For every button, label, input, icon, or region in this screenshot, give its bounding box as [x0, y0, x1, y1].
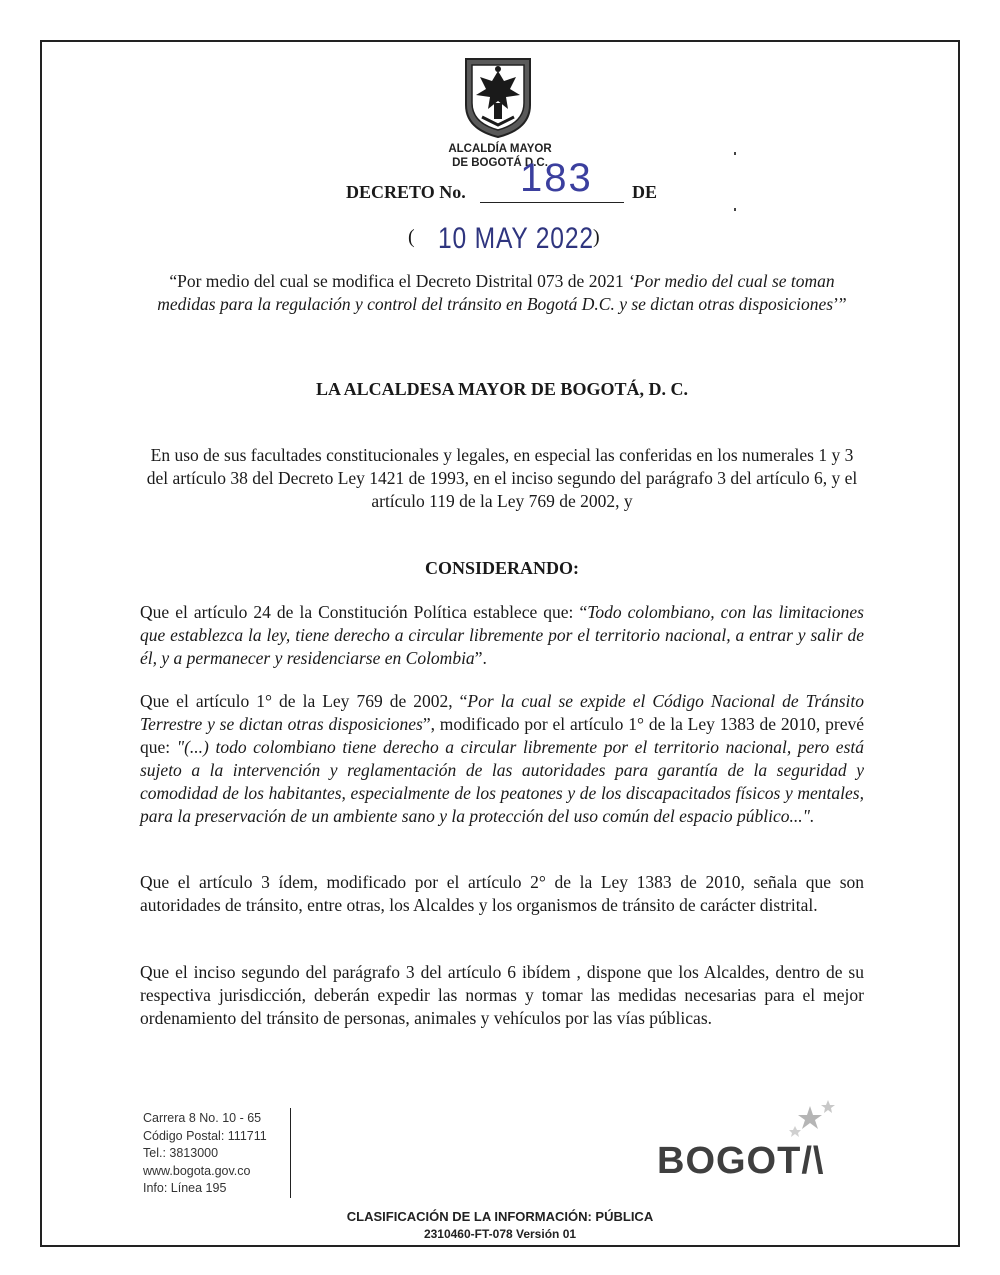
authority-heading: LA ALCALDESA MAYOR DE BOGOTÁ, D. C.	[316, 379, 688, 399]
paragraph-2-quote: "(...) todo colombiano tiene derecho a circular libremente por el territorio nacional, pero está sujeto a la intervención y reglamentación de las autoridades para garantía de la seguridad y comodidad de los habitantes, especialmente de los peatones y de los discapacitados físicos y mentales, para la preservación de un ambiente sano y la protección del uso común del espacio público...".	[140, 737, 864, 826]
decree-label: DECRETO No.	[346, 182, 466, 202]
considerando-paragraph-3: Que el artículo 3 ídem, modificado por el artículo 2° de la Ley 1383 de 2010, señala que son autoridades de tránsito, entre otras, los Alcaldes y los organismos de tránsito de carácter distrital.	[140, 872, 864, 915]
contact-info-line: Info: Línea 195	[143, 1181, 227, 1195]
date-paren-close: )	[593, 226, 600, 248]
entity-name-line2: DE BOGOTÁ D.C.	[452, 157, 548, 169]
decree-title	[140, 270, 864, 316]
paragraph-1-end: ”.	[474, 648, 487, 668]
contact-website: www.bogota.gov.co	[143, 1163, 251, 1178]
paragraph-1-quote: Todo colombiano, con las limitaciones que establezca la ley, tiene derecho a circular libremente por el territorio nacional, a entrar y salir de él, y a permanecer y residenciarse en Colombia	[140, 602, 864, 668]
decree-number-line	[480, 202, 624, 203]
scan-speck	[734, 152, 736, 155]
decree-title-lead: “Por medio del cual se modifica el Decreto Distrital 073 de 2021	[169, 271, 629, 291]
contact-phone: Tel.: 3813000	[143, 1146, 219, 1160]
coat-of-arms-icon	[462, 55, 534, 139]
decree-de-label: DE	[632, 182, 658, 202]
decree-number-stamp: 183	[520, 156, 593, 200]
scan-speck	[734, 208, 736, 211]
information-classification: CLASIFICACIÓN DE LA INFORMACIÓN: PÚBLICA	[346, 1209, 654, 1224]
contact-address: Carrera 8 No. 10 - 65	[143, 1111, 262, 1125]
decree-date-stamp: 10 MAY 2022	[438, 222, 594, 255]
paragraph-1-lead: Que el artículo 24 de la Constitución Política establece que: “	[140, 602, 588, 622]
considerando-paragraph-2	[140, 690, 864, 828]
considerando-heading: CONSIDERANDO:	[424, 558, 579, 578]
considerando-paragraph-4: Que el inciso segundo del parágrafo 3 del artículo 6 ibídem , dispone que los Alcaldes, dentro de su respectiva jurisdicción, deberán expedir las normas y tomar las medidas necesarias para el mejor ordenamiento del tránsito de personas, animales y vehículos por las vías públicas.	[140, 962, 864, 1028]
date-paren-open: (	[408, 226, 415, 248]
paragraph-2-law-title: Por la cual se expide el Código Nacional de Tránsito Terrestre y se dictan otras disposiciones	[140, 691, 864, 734]
paragraph-2-lead: Que el artículo 1° de la Ley 769 de 2002, “	[140, 691, 468, 711]
considerando-paragraph-1	[140, 601, 864, 670]
contact-postal-code: Código Postal: 111711	[143, 1128, 267, 1143]
entity-name-line1: ALCALDÍA MAYOR	[448, 143, 552, 155]
contact-info	[143, 1110, 267, 1198]
decree-title-close: ’”	[833, 294, 847, 314]
bogota-logo: BOGOT/\	[657, 1140, 825, 1182]
decree-title-italic: ‘Por medio del cual se toman medidas para la regulación y control del tránsito en Bogotá D.C. y se dictan otras disposiciones	[157, 271, 835, 314]
powers-paragraph: En uso de sus facultades constitucionales y legales, en especial las conferidas en los numerales 1 y 3 del artículo 38 del Decreto Ley 1421 de 1993, en el inciso segundo del parágrafo 3 del artículo 6, y el artículo 119 de la Ley 769 de 2002, y	[146, 445, 858, 511]
contact-divider	[290, 1108, 291, 1198]
paragraph-2-middle: ”, modificado por el artículo 1° de la Ley 1383 de 2010, prevé que:	[140, 714, 864, 757]
form-code: 2310460-FT-078 Versión 01	[423, 1227, 577, 1241]
